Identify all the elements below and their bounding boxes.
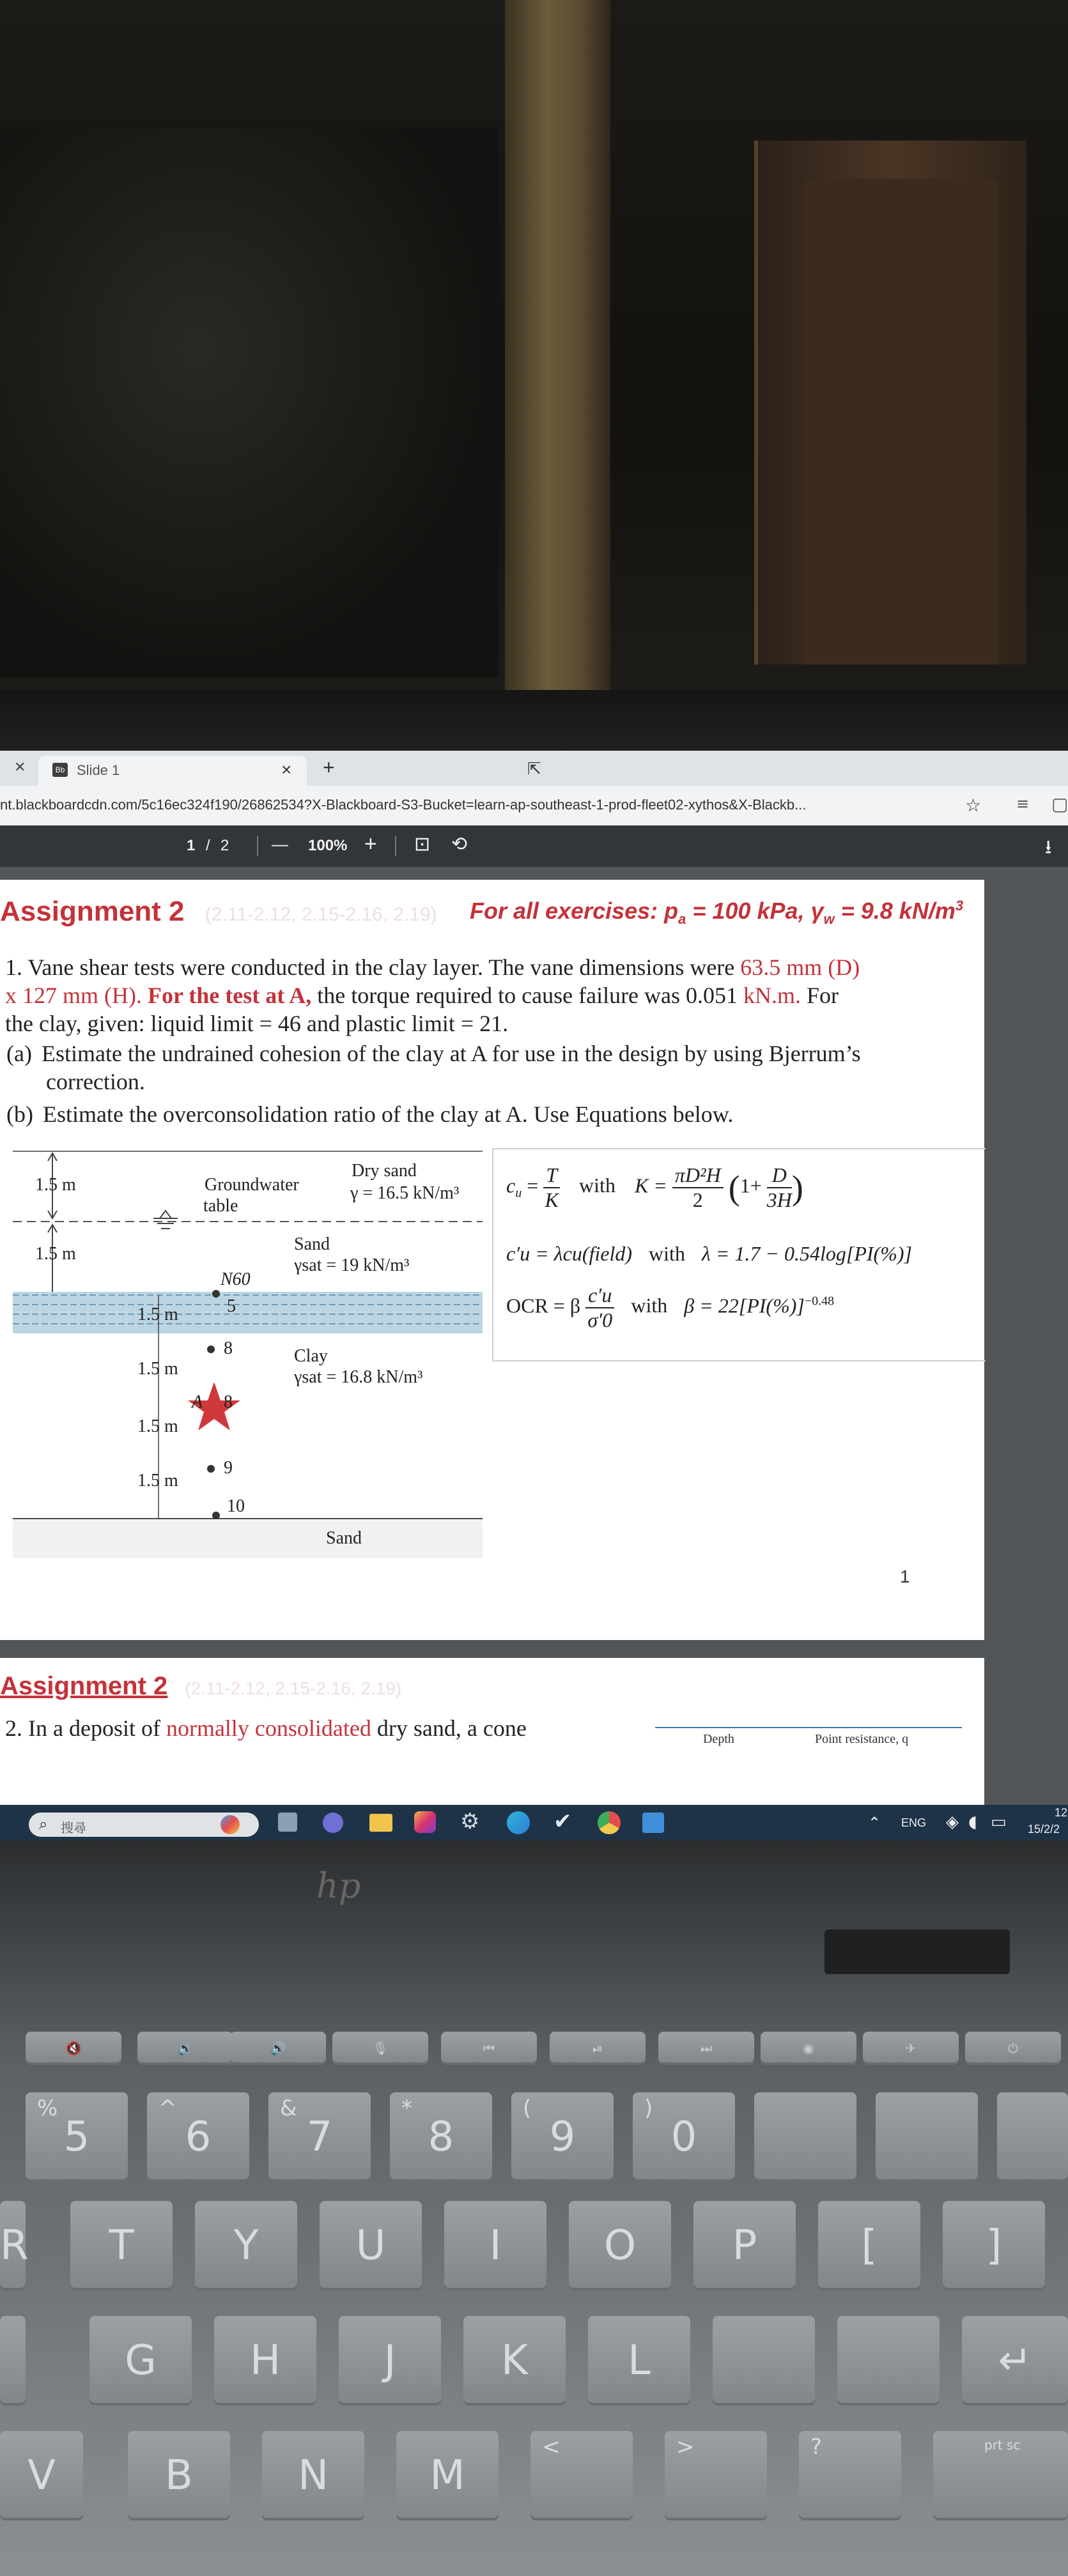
key-l[interactable] — [588, 2316, 690, 2405]
settings-gear-icon[interactable]: ⚙ — [460, 1809, 480, 1834]
key-slash-label: ? — [810, 2434, 823, 2460]
q1-for: For — [801, 983, 839, 1008]
bottom-sand-band — [13, 1520, 483, 1558]
n60-point-10 — [212, 1512, 220, 1519]
fit-page-icon[interactable]: ⊡ — [414, 833, 431, 855]
key-6[interactable] — [147, 2092, 249, 2182]
key-b[interactable] — [128, 2431, 230, 2520]
key-k[interactable] — [463, 2316, 566, 2405]
dry-sand-gamma: γ = 16.5 kN/m³ — [350, 1183, 460, 1203]
key-u-label: U — [355, 2222, 386, 2269]
ocr-fraction — [585, 1284, 614, 1332]
sidebar-icon[interactable]: ▢ — [1051, 793, 1068, 815]
table-col-depth: Depth — [703, 1732, 734, 1746]
bookmark-star-icon[interactable]: ☆ — [965, 795, 982, 816]
key-7-shift: & — [280, 2096, 297, 2121]
question-1-line-2 — [5, 981, 977, 1009]
spacing-label-3: 1.5 m — [137, 1416, 178, 1436]
key-9[interactable] — [511, 2092, 614, 2182]
page-separator: / — [206, 837, 210, 854]
n60-label: N60 — [221, 1269, 251, 1289]
key-t-label: T — [109, 2222, 134, 2269]
question-1-line-1 — [5, 953, 977, 981]
curtain — [505, 0, 610, 696]
key-6-label: 6 — [185, 2113, 212, 2161]
door-panel — [805, 179, 997, 664]
gamma-w-value: = 9.8 kN/m — [834, 898, 956, 924]
q2-highlight: normally consolidated — [166, 1715, 371, 1741]
key-6-shift: ^ — [159, 2096, 177, 2121]
key-v[interactable] — [0, 2431, 83, 2520]
toolbar-divider — [257, 836, 258, 856]
exercise-header — [470, 898, 963, 928]
browser-tab-bar — [0, 751, 1068, 786]
key-comma-label: < — [542, 2434, 561, 2460]
laptop-hinge — [824, 1929, 1010, 1974]
key-y[interactable] — [195, 2201, 297, 2290]
cu-subscript: u — [515, 1186, 522, 1200]
key-5-shift: % — [37, 2096, 58, 2121]
cu-field-with: with — [649, 1242, 685, 1265]
search-highlight-icon — [221, 1815, 240, 1834]
zoom-out-button[interactable]: — — [272, 834, 288, 854]
spacing-label-2: 1.5 m — [137, 1359, 178, 1379]
cursor-icon: ⇱ — [527, 760, 541, 779]
bottom-sand-label: Sand — [326, 1528, 362, 1548]
search-placeholder: 搜尋 — [61, 1821, 86, 1836]
equation-ocr — [506, 1284, 834, 1332]
key-semicolon[interactable] — [713, 2316, 815, 2405]
question-1 — [5, 953, 977, 1038]
q1-torque: the torque required to cause failure was 0.051 — [311, 983, 738, 1008]
f-key-prev[interactable]: ⏮ — [441, 2032, 537, 2065]
key-7-label: 7 — [306, 2113, 333, 2161]
key-t[interactable] — [70, 2201, 173, 2290]
n60-value-9: 9 — [224, 1458, 233, 1478]
key-prt-sc[interactable] — [933, 2431, 1068, 2520]
wifi-icon[interactable]: ◈ — [946, 1813, 959, 1832]
exercise-header-text: For all exercises: p — [470, 898, 679, 924]
key-m-label: M — [430, 2452, 465, 2499]
q1-text: 1. Vane shear tests were conducted in the clay layer. The vane dimensions were — [5, 954, 735, 980]
pdf-page-2 — [0, 1658, 984, 1824]
f-key-next[interactable]: ⏭ — [658, 2032, 754, 2065]
key-b-label: B — [165, 2452, 193, 2499]
address-bar — [0, 786, 1068, 825]
key-enter[interactable]: ↵ — [962, 2316, 1068, 2405]
q1a-text-2: correction. — [46, 1069, 145, 1094]
ocr-denominator: σ′0 — [587, 1308, 613, 1331]
volume-icon[interactable]: ◖ — [968, 1813, 977, 1832]
page-number: 1 — [900, 1567, 910, 1586]
store-icon[interactable] — [642, 1813, 664, 1833]
key-i-label: I — [489, 2222, 502, 2269]
language-indicator[interactable]: ENG — [901, 1816, 927, 1829]
slide-title-text: Assignment 2 — [0, 896, 185, 927]
k-denominator-2: 3H — [766, 1188, 792, 1211]
key-k-label: K — [501, 2337, 528, 2384]
extension-icon[interactable]: ≡ — [1016, 795, 1030, 813]
pdf-toolbar — [0, 825, 1068, 867]
key-h-label: H — [249, 2337, 281, 2384]
cu-with: with — [579, 1174, 615, 1197]
pa-value: = 100 kPa, γ — [686, 898, 824, 924]
f-key-play[interactable]: ⏯ — [550, 2032, 646, 2065]
key-5[interactable] — [26, 2092, 128, 2182]
key-i[interactable] — [444, 2201, 546, 2290]
table-col-resistance: Point resistance, q — [815, 1732, 909, 1746]
key-period[interactable] — [665, 2431, 767, 2520]
f-key-eye[interactable]: ◉ — [761, 2032, 856, 2065]
ocr-with: with — [631, 1294, 668, 1317]
table-header-line — [655, 1727, 962, 1728]
unit-exponent: 3 — [955, 898, 964, 914]
n60-point-5 — [212, 1290, 220, 1298]
cu-field-lhs: c′u = λcu(field) — [506, 1242, 633, 1265]
k-denominator: 2 — [692, 1188, 703, 1211]
file-explorer-icon[interactable] — [369, 1814, 392, 1832]
equation-box — [492, 1148, 986, 1361]
rotate-icon[interactable]: ⟲ — [451, 833, 468, 855]
key-comma[interactable] — [530, 2431, 633, 2520]
k-numerator-2: D — [767, 1163, 792, 1188]
f-key-volume-up[interactable]: 🔊 — [230, 2032, 326, 2065]
key-j-label: J — [383, 2337, 396, 2384]
key-g-label: G — [125, 2337, 157, 2384]
gamma-w-subscript: w — [823, 911, 835, 928]
question-1-line-3: the clay, given: liquid limit = 46 and plastic limit = 21. — [5, 1011, 509, 1036]
q2-prefix: 2. In a deposit of — [5, 1715, 166, 1741]
n60-point-8 — [207, 1346, 215, 1353]
n60-value-8-a: 8 — [224, 1392, 233, 1412]
key-o-label: O — [603, 2222, 637, 2269]
key-m[interactable] — [396, 2431, 499, 2520]
q1-torque-unit: kN.m. — [738, 983, 801, 1008]
tray-chevron-icon[interactable]: ⌃ — [868, 1814, 881, 1832]
clay-top-band — [13, 1292, 483, 1333]
laptop-screen — [0, 751, 1068, 1843]
key-j[interactable] — [339, 2316, 441, 2405]
search-icon: ⌕ — [39, 1815, 48, 1833]
teams-icon[interactable] — [323, 1813, 343, 1833]
slide2-title-ref: (2.11-2.12, 2.15-2.16, 2.19) — [185, 1678, 402, 1698]
cu-denominator: K — [545, 1188, 559, 1211]
sand-label: Sand — [294, 1234, 330, 1254]
point-a-label: A — [192, 1392, 203, 1412]
key-open-bracket[interactable] — [818, 2201, 920, 2290]
key-5-label: 5 — [63, 2113, 90, 2161]
k-fraction-2 — [767, 1163, 792, 1212]
k-numerator: πD²H — [672, 1163, 724, 1188]
pdf-page-1 — [0, 880, 984, 1640]
page-total: 2 — [221, 837, 229, 854]
zoom-level[interactable]: 100% — [308, 837, 348, 854]
q1-vane-h: x 127 mm (H). — [5, 983, 142, 1008]
key-n-label: N — [298, 2452, 329, 2499]
cu-symbol: c — [506, 1174, 516, 1197]
dark-wall — [0, 128, 499, 677]
soil-profile-svg — [13, 1148, 486, 1570]
groundwater-table-label: table — [203, 1196, 238, 1216]
key-r-label: R — [0, 2222, 29, 2269]
spacing-label-1: 1.5 m — [137, 1305, 178, 1324]
key-8[interactable] — [390, 2092, 492, 2182]
soil-profile-diagram — [13, 1148, 486, 1570]
download-icon[interactable]: ⭳ — [1045, 836, 1052, 859]
groundwater-label: Groundwater — [205, 1175, 299, 1195]
clay-label: Clay — [294, 1346, 328, 1366]
key-u[interactable] — [320, 2201, 422, 2290]
equation-cu-field — [506, 1242, 912, 1266]
key-minus[interactable] — [754, 2092, 856, 2182]
beta-rhs: β = 22[PI(%)] — [684, 1294, 805, 1317]
f-key-power[interactable]: ⏻ — [965, 2032, 1061, 2065]
edge-browser-icon[interactable] — [507, 1811, 530, 1834]
key-9-label: 9 — [549, 2113, 576, 2161]
tab-close-icon[interactable]: × — [281, 760, 292, 779]
question-1b — [6, 1100, 978, 1128]
key-r[interactable] — [0, 2201, 29, 2290]
ocr-numerator: c′u — [585, 1284, 614, 1308]
n60-value-10: 10 — [227, 1496, 245, 1516]
key-y-label: Y — [233, 2222, 259, 2269]
pdf-viewer — [0, 867, 1068, 1819]
tab-title: Slide 1 — [77, 762, 120, 778]
task-view-icon[interactable] — [278, 1813, 297, 1832]
key-period-label: > — [676, 2434, 695, 2460]
key-g[interactable] — [89, 2316, 192, 2405]
n60-value-5: 5 — [227, 1296, 236, 1316]
cu-numerator: T — [543, 1163, 560, 1188]
question-2 — [5, 1714, 527, 1742]
key-0-label: 0 — [670, 2113, 697, 2161]
key-close-bracket[interactable] — [943, 2201, 1045, 2290]
k-lhs: K = — [634, 1174, 667, 1197]
cu-fraction — [543, 1163, 560, 1212]
toolbar-divider-2 — [395, 836, 396, 856]
pa-subscript: a — [678, 911, 686, 928]
key-8-shift: * — [401, 2096, 412, 2121]
key-0[interactable] — [633, 2092, 735, 2182]
key-h[interactable] — [214, 2316, 316, 2405]
key-n[interactable] — [262, 2431, 364, 2520]
key-v-label: V — [27, 2452, 56, 2499]
question-1a — [6, 1039, 978, 1096]
q1a-text: Estimate the undrained cohesion of the clay at A for use in the design by using Bjerrum’s — [41, 1041, 861, 1066]
close-window-icon[interactable]: ✕ — [14, 760, 26, 776]
key-8-label: 8 — [428, 2113, 454, 2161]
chrome-icon[interactable] — [598, 1811, 621, 1834]
key-f[interactable] — [0, 2316, 26, 2405]
slide2-title-text: Assignment 2 — [0, 1672, 168, 1700]
clock-date[interactable]: 15/2/2 — [1028, 1823, 1060, 1836]
sand-gamma-sat: γsat = 19 kN/m³ — [294, 1255, 410, 1275]
q1-vane-d: 63.5 mm (D) — [734, 954, 860, 980]
q1-test-at-a: For the test at A, — [141, 983, 312, 1008]
laptop-bezel — [0, 690, 1068, 760]
k-fraction — [672, 1163, 724, 1212]
q1a-label: (a) — [6, 1041, 32, 1066]
key-equals[interactable] — [876, 2092, 978, 2182]
key-prt-sc-label: prt sc — [984, 2437, 1021, 2453]
key-slash[interactable] — [799, 2431, 901, 2520]
windows-taskbar — [0, 1805, 1068, 1843]
blackboard-favicon-icon: Bb — [52, 763, 68, 777]
clay-gamma-sat: γsat = 16.8 kN/m³ — [294, 1367, 423, 1387]
slide2-title — [0, 1672, 401, 1701]
f-key-volume-down[interactable]: 🔉 — [137, 2032, 233, 2065]
taskbar-search[interactable] — [29, 1813, 259, 1837]
f-key-mic[interactable]: 🎙 — [332, 2032, 428, 2065]
background-room — [0, 0, 1068, 696]
tab-slide-1[interactable] — [38, 756, 307, 786]
n60-point-9 — [207, 1465, 215, 1473]
thickness-label-2: 1.5 m — [35, 1244, 76, 1264]
slide-title-ref: (2.11-2.12, 2.15-2.16, 2.19) — [205, 904, 437, 925]
key-0-shift: ) — [644, 2096, 653, 2121]
f-key-mute[interactable]: 🔇 — [26, 2032, 121, 2065]
new-tab-button[interactable]: + — [323, 756, 335, 779]
key-open-bracket-label: [ — [861, 2222, 878, 2269]
key-close-bracket-label: ] — [986, 2222, 1002, 2269]
instagram-icon[interactable] — [414, 1811, 436, 1833]
slide-title — [0, 896, 437, 928]
zoom-in-button[interactable]: + — [364, 832, 377, 856]
clock-time[interactable]: 12 — [1055, 1806, 1068, 1819]
thickness-label-1: 1.5 m — [35, 1175, 76, 1195]
page-current[interactable]: 1 — [187, 837, 196, 854]
ocr-lhs: OCR = β — [506, 1294, 581, 1317]
key-9-shift: ( — [523, 2096, 532, 2121]
key-o[interactable] — [569, 2201, 671, 2290]
key-p-label: P — [732, 2222, 757, 2269]
water-table-symbol — [153, 1211, 178, 1229]
n60-value-8: 8 — [224, 1338, 233, 1358]
equation-cu: $c_u$ = $\frac{T}{K}$ with K = $\frac{\text{πD²H}}{2}$ (1+ $\frac{D}{3H}$ ) — [506, 1163, 803, 1211]
key-7[interactable] — [268, 2092, 371, 2182]
q1b-text: Estimate the overconsolidation ratio of the clay at A. Use Equations below. — [42, 1101, 734, 1127]
key-backspace[interactable] — [997, 2092, 1068, 2182]
url-field[interactable]: nt.blackboardcdn.com/5c16ec324f190/26862534?X-Blackboard-S3-Bucket=learn-ap-southeast-1-prod-fleet02-xythos&X-Blackb... — [0, 797, 807, 813]
dry-sand-label: Dry sand — [352, 1161, 417, 1181]
battery-icon[interactable]: ▭ — [991, 1813, 1007, 1832]
f-key-airplane[interactable]: ✈ — [863, 2032, 959, 2065]
q2-suffix: dry sand, a cone — [371, 1715, 527, 1741]
check-app-icon[interactable]: ✔ — [553, 1809, 572, 1834]
beta-exponent: −0.48 — [804, 1294, 835, 1308]
spacing-label-4: 1.5 m — [137, 1471, 178, 1491]
q1b-label: (b) — [6, 1101, 33, 1127]
lambda-rhs: λ = 1.7 − 0.54log[PI(%)] — [701, 1242, 912, 1265]
key-l-label: L — [628, 2337, 651, 2384]
key-quote[interactable] — [837, 2316, 940, 2405]
hp-logo: hp — [316, 1866, 361, 1906]
key-p[interactable] — [693, 2201, 796, 2290]
